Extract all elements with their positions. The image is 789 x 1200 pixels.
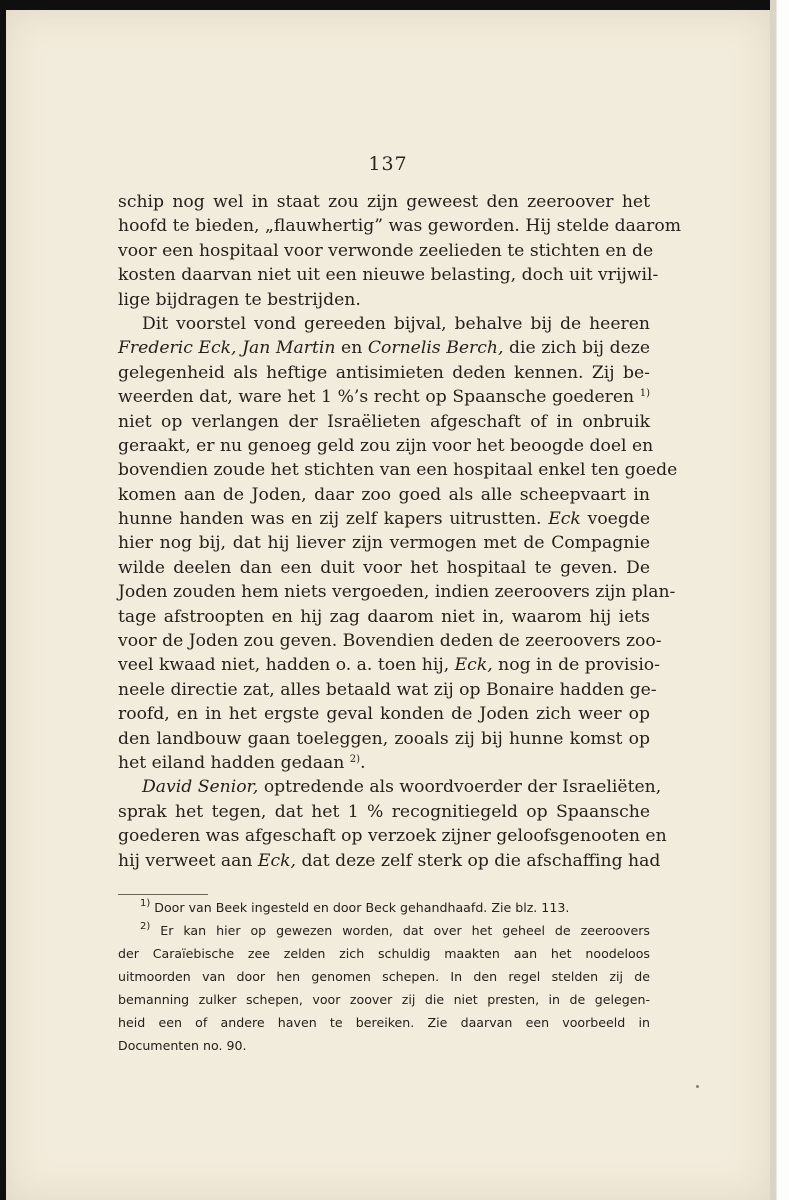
- text-line: goederen was afgeschaft op verzoek zijner geloofsgenooten en: [118, 826, 667, 847]
- text-line: [118, 385, 650, 409]
- text-line: neele directie zat, alles betaald wat zij op Bonaire hadden ge-: [118, 679, 657, 700]
- footnote-text: Door van Beek ingesteld en door Beck gehandhaafd. Zie blz. 113.: [154, 900, 570, 915]
- person-name: Eck: [548, 509, 581, 530]
- footnote-line: heid een of andere haven te bereiken. Zie daarvan een voorbeeld in: [118, 1015, 650, 1030]
- person-names: Frederic Eck, Jan Martin: [118, 338, 336, 359]
- footnote-line: uitmoorden van door hen genomen schepen. In den regel stelden zij de: [118, 969, 650, 984]
- text-line: geraakt, er nu genoeg geld zou zijn voor het beoogde doel en: [118, 435, 654, 456]
- footnote-divider: [118, 894, 208, 895]
- text-line: [118, 507, 650, 531]
- text-line: komen aan de Joden, daar zoo goed als alle scheepvaart in: [118, 484, 650, 505]
- text-line: Dit voorstel vond gereeden bijval, behalve bij de heeren: [142, 313, 650, 334]
- text-fragment: die zich bij deze: [509, 338, 650, 359]
- person-name: Cornelis Berch,: [367, 338, 504, 359]
- text-line: [118, 653, 660, 677]
- text-fragment: het eiland hadden gedaan: [118, 752, 345, 773]
- footnote-ref: 2): [349, 753, 361, 765]
- text-fragment: .: [360, 752, 366, 773]
- text-line: [118, 336, 650, 360]
- text-line: bovendien zoude het stichten van een hospitaal enkel ten goede: [118, 460, 678, 481]
- footnote-mark: 1): [140, 898, 151, 909]
- text-fragment: hij verweet aan: [118, 850, 253, 871]
- text-fragment: weerden dat, ware het 1 %’s recht op Spaansche goederen: [118, 387, 635, 408]
- text-line: [118, 849, 661, 873]
- footnotes: [118, 896, 650, 1057]
- text-line: sprak het tegen, dat het 1 % recognitiegeld op Spaansche: [118, 801, 650, 822]
- scan-top-border: [0, 0, 789, 10]
- footnote-line: bemanning zulker schepen, voor zoover zij die niet presten, in de gelegen-: [118, 992, 650, 1007]
- text-fragment: optredende als woordvoerder der Israeliëten,: [263, 777, 662, 798]
- footnote-2: [118, 919, 650, 942]
- text-line: roofd, en in het ergste geval konden de Joden zich weer op: [118, 704, 650, 725]
- text-line: [118, 775, 662, 799]
- footnote-1: [118, 896, 650, 919]
- scan-right-border: [770, 0, 789, 1200]
- footnote-ref: 1): [639, 388, 650, 400]
- text-line: schip nog wel in staat zou zijn geweest den zeeroover het: [118, 192, 650, 212]
- footnote-mark: 2): [140, 921, 151, 932]
- text-line: lige bijdragen te bestrijden.: [118, 289, 361, 310]
- page-number: 137: [368, 153, 408, 175]
- person-name: David Senior,: [142, 777, 259, 798]
- text-line: voor een hospitaal voor verwonde zeelieden te stichten en de: [118, 240, 654, 261]
- text-fragment: voegde: [587, 509, 651, 530]
- text-line: voor de Joden zou geven. Bovendien deden de zeeroovers zoo-: [118, 631, 662, 652]
- text-line: niet op verlangen der Israëlieten afgeschaft of in onbruik: [118, 411, 650, 432]
- book-page: [6, 10, 770, 1200]
- footnote-line: der Caraïebische zee zelden zich schuldig maakten aan het noodeloos: [118, 946, 650, 961]
- text-fragment: hunne handen was en zij zelf kapers uitrustten.: [118, 509, 542, 530]
- text-line: kosten daarvan niet uit een nieuwe belasting, doch uit vrijwil-: [118, 265, 659, 286]
- text-line: Joden zouden hem niets vergoeden, indien zeeroovers zijn plan-: [118, 582, 676, 603]
- text-line: tage afstroopten en hij zag daarom niet in, waarom hij iets: [118, 606, 650, 627]
- person-name: Eck,: [454, 655, 493, 676]
- text-line: gelegenheid als heftige antisimieten deden kennen. Zij be-: [118, 362, 650, 383]
- text-fragment: veel kwaad niet, hadden o. a. toen hij,: [118, 655, 450, 676]
- footnote-text: Er kan hier op gewezen worden, dat over het geheel de zeeroovers: [160, 923, 650, 938]
- person-name: Eck,: [257, 850, 296, 871]
- text-fragment: nog in de provisio-: [498, 655, 660, 676]
- footnote-line: Documenten no. 90.: [118, 1038, 247, 1053]
- conjunction: en: [341, 338, 363, 359]
- text-fragment: dat deze zelf sterk op die afschaffing had: [301, 850, 661, 871]
- text-line: [118, 751, 650, 775]
- text-line: wilde deelen dan een duit voor het hospitaal te geven. De: [118, 557, 650, 578]
- text-line: den landbouw gaan toeleggen, zooals zij bij hunne komst op: [118, 728, 650, 749]
- body-text: [118, 190, 682, 873]
- text-line: hier nog bij, dat hij liever zijn vermogen met de Compagnie: [118, 533, 650, 554]
- text-line: hoofd te bieden, „flauwhertig” was geworden. Hij stelde daarom: [118, 216, 682, 237]
- paper-speck: [696, 1085, 699, 1088]
